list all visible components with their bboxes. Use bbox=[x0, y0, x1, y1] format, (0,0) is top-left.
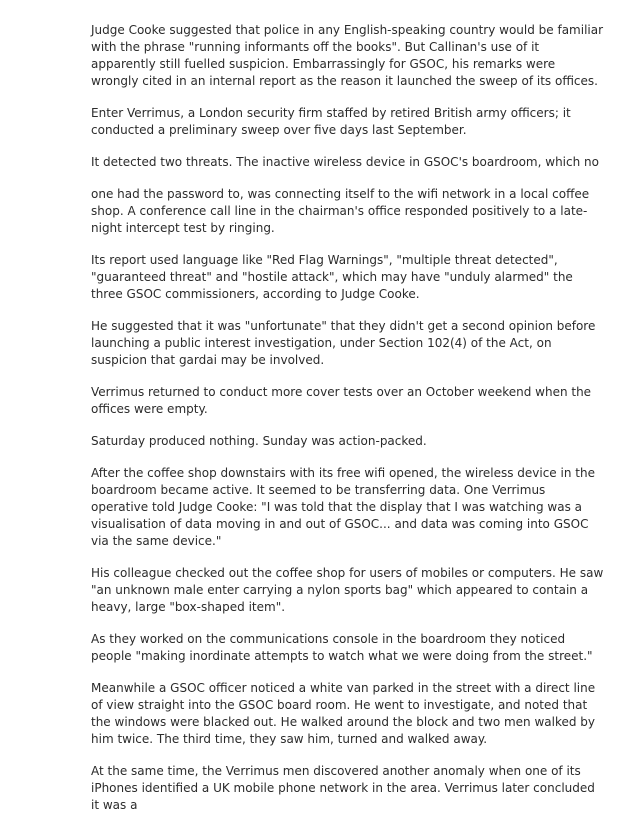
paragraph-11: As they worked on the communications console in the boardroom they noticed people "making inordinate attempts to watch what we were doing from the street." bbox=[91, 632, 593, 663]
paragraph-1: Judge Cooke suggested that police in any English-speaking country would be familiar with the phrase "running informants off the books". But Callinan's use of it apparently still fuelled suspicion. Embarrassingly for GSOC, his remarks were wrongly cited in an internal report as the reason it launched the sweep of its offices. bbox=[91, 23, 604, 88]
article-body bbox=[91, 22, 606, 829]
paragraph-9: After the coffee shop downstairs with its free wifi opened, the wireless device in the boardroom became active. It seemed to be transferring data. One Verrimus operative told Judge Cooke: "I was told that the display that I was watching was a visualisation of data moving in and out of GSOC... and data was coming into GSOC via the same device." bbox=[91, 466, 595, 548]
paragraph-8: Saturday produced nothing. Sunday was action-packed. bbox=[91, 434, 427, 448]
paragraph-6: He suggested that it was "unfortunate" that they didn't get a second opinion before launching a public interest investigation, under Section 102(4) of the Act, on suspicion that gardai may be involved. bbox=[91, 319, 596, 367]
paragraph-4: one had the password to, was connecting itself to the wifi network in a local coffee shop. A conference call line in the chairman's office responded positively to a late-night intercept test by ringing. bbox=[91, 187, 590, 235]
paragraph-2: Enter Verrimus, a London security firm staffed by retired British army officers; it conducted a preliminary sweep over five days last September. bbox=[91, 106, 571, 137]
paragraph-12: Meanwhile a GSOC officer noticed a white van parked in the street with a direct line of view straight into the GSOC board room. He went to investigate, and noted that the windows were blacked out. He walked around the block and two men walked by him twice. The third time, they saw him, turned and walked away. bbox=[91, 681, 596, 746]
paragraph-3: It detected two threats. The inactive wireless device in GSOC's boardroom, which no bbox=[91, 155, 599, 169]
paragraph-5: Its report used language like "Red Flag Warnings", "multiple threat detected", "guaranteed threat" and "hostile attack", which may have "unduly alarmed" the three GSOC commissioners, according to Judge Cooke. bbox=[91, 253, 573, 301]
paragraph-10: His colleague checked out the coffee shop for users of mobiles or computers. He saw "an unknown male enter carrying a nylon sports bag" which appeared to contain a heavy, large "box-shaped item". bbox=[91, 566, 604, 614]
paragraph-7: Verrimus returned to conduct more cover tests over an October weekend when the offices were empty. bbox=[91, 385, 592, 416]
paragraph-13: At the same time, the Verrimus men discovered another anomaly when one of its iPhones identified a UK mobile phone network in the area. Verrimus later concluded it was a bbox=[91, 764, 595, 812]
